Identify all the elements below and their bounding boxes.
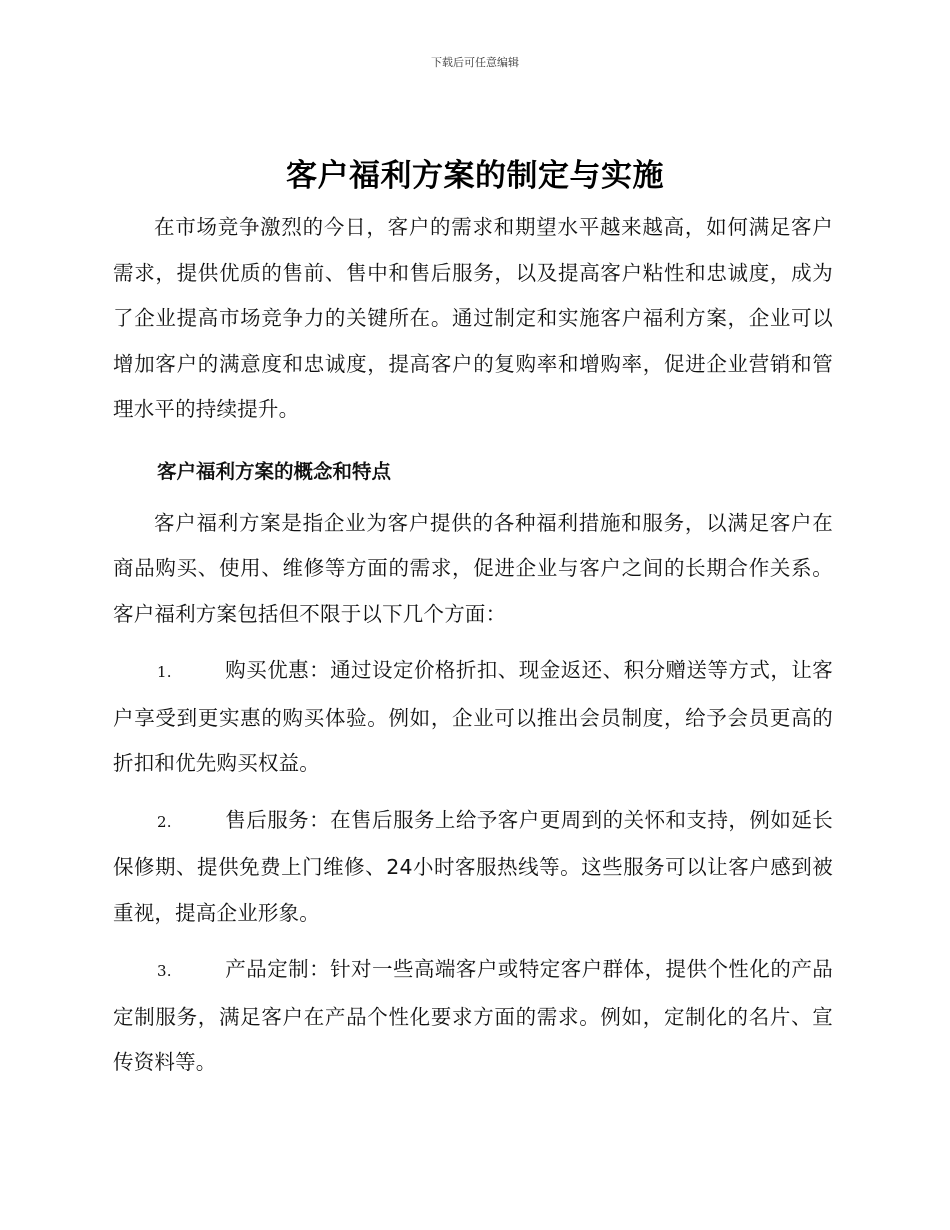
section-paragraph: 客户福利方案是指企业为客户提供的各种福利措施和服务，以满足客户在商品购买、使用、维修等方面的需求，促进企业与客户之间的长期合作关系。客户福利方案包括但不限于以下几个方面： xyxy=(113,510,833,626)
list-item xyxy=(113,798,833,937)
document-title: 客户福利方案的制定与实施 xyxy=(286,158,664,194)
document-body xyxy=(113,205,833,1086)
list-item-number: 2. xyxy=(157,812,172,831)
list-item-text: 产品定制：针对一些高端客户或特定客户群体，提供个性化的产品定制服务，满足客户在产品个性化要求方面的需求。例如，定制化的名片、宣传资料等。 xyxy=(113,957,833,1074)
header-note: 下载后可任意编辑 xyxy=(431,56,519,69)
list-item-number: 1. xyxy=(157,663,172,681)
list-item xyxy=(113,947,833,1086)
list-item xyxy=(113,648,833,787)
list-item-text: 购买优惠：通过设定价格折扣、现金返还、积分赠送等方式，让客户享受到更实惠的购买体验。例如，企业可以推出会员制度，给予会员更高的折扣和优先购买权益。 xyxy=(113,658,833,775)
list-item-text: 售后服务：在售后服务上给予客户更周到的关怀和支持，例如延长保修期、提供免费上门维修、24小时客服热线等。这些服务可以让客户感到被重视，提高企业形象。 xyxy=(113,807,833,925)
list-item-number: 3. xyxy=(157,962,172,980)
section-heading: 客户福利方案的概念和特点 xyxy=(157,459,392,483)
intro-paragraph: 在市场竞争激烈的今日，客户的需求和期望水平越来越高，如何满足客户需求，提供优质的售前、售中和售后服务，以及提高客户粘性和忠诚度，成为了企业提高市场竞争力的关键所在。通过制定和实施客户福利方案，企业可以增加客户的满意度和忠诚度，提高客户的复购率和增购率，促进企业营销和管理水平的持续提升。 xyxy=(113,215,833,421)
